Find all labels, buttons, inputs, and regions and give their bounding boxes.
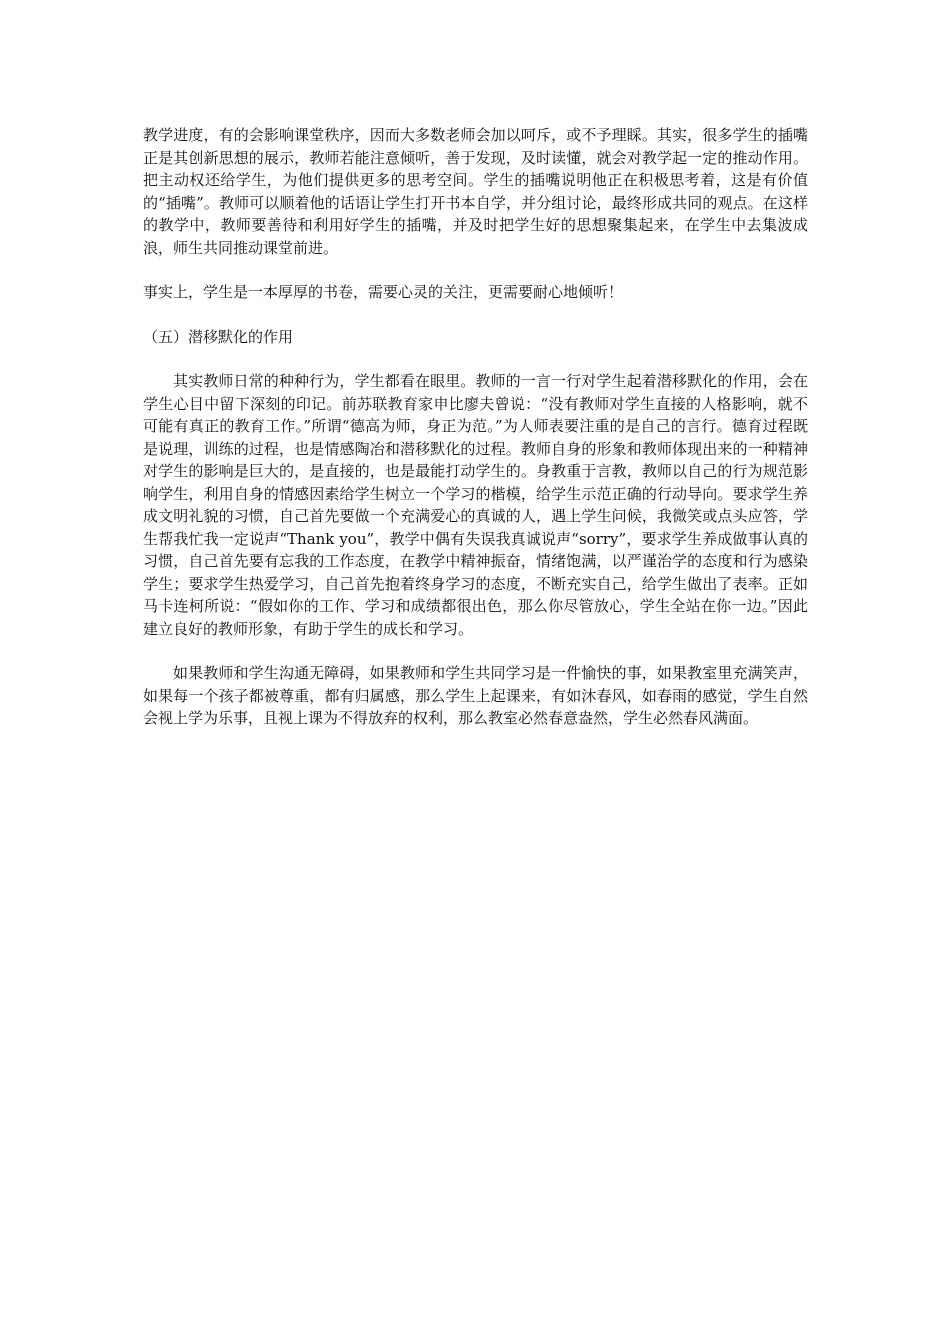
paragraph-spacer	[143, 259, 808, 281]
body-paragraph: 其实教师日常的种种行为，学生都看在眼里。教师的一言一行对学生起着潜移默化的作用，会在学生心目中留下深刻的印记。前苏联教育家申比廖夫曾说：“没有教师对学生直接的人格影响，就不可能有真正的教育工作。”所谓“德高为师，身正为范。”为人师表要注重的是自己的言行。德育过程既是说理，训练的过程，也是情感陶冶和潜移默化的过程。教师自身的形象和教师体现出来的一种精神对学生的影响是巨大的，是直接的，也是最能打动学生的。身教重于言教，教师以自己的行为规范影响学生，利用自身的情感因素给学生树立一个学习的楷模，给学生示范正确的行动导向。要求学生养成文明礼貌的习惯，自己首先要做一个充满爱心的真诚的人，遇上学生问候，我微笑或点头应答，学生帮我忙我一定说声“Thank you”，教学中偶有失误我真诚说声“sorry”，要求学生养成做事认真的习惯，自己首先要有忘我的工作态度，在教学中精神振奋，情绪饱满，以严谨治学的态度和行为感染学生；要求学生热爱学习，自己首先抱着终身学习的态度，不断充实自己，给学生做出了表率。正如马卡连柯所说：“假如你的工作、学习和成绩都很出色，那么你尽管放心，学生全站在你一边。”因此建立良好的教师形象，有助于学生的成长和学习。	[143, 372, 808, 638]
body-paragraph: 教学进度，有的会影响课堂秩序，因而大多数老师会加以呵斥，或不予理睬。其实，很多学生的插嘴正是其创新思想的展示，教师若能注意倾听，善于发现，及时读懂，就会对教学起一定的推动作用。把主动权还给学生，为他们提供更多的思考空间。学生的插嘴说明他正在积极思考着，这是有价值的“插嘴”。教师可以顺着他的话语让学生打开书本自学，并分组讨论，最终形成共同的观点。在这样的教学中，教师要善待和利用好学生的插嘴，并及时把学生好的思想聚集起来，在学生中去集波成浪，师生共同推动课堂前进。	[143, 126, 808, 257]
body-paragraph: 如果教师和学生沟通无障碍，如果教师和学生共同学习是一件愉快的事，如果教室里充满笑声，如果每一个孩子都被尊重，都有归属感，那么学生上起课来，有如沐春风，如春雨的感觉，学生自然会视上学为乐事，且视上课为不得放弃的权利，那么教室必然春意盎然，学生必然春风满面。	[143, 664, 808, 727]
document-page	[143, 124, 808, 730]
section-heading: （五）潜移默化的作用	[143, 327, 294, 346]
body-paragraph: 事实上，学生是一本厚厚的书卷，需要心灵的关注，更需要耐心地倾听！	[143, 283, 624, 301]
paragraph-spacer	[143, 304, 808, 326]
paragraph-spacer	[143, 640, 808, 662]
paragraph-spacer	[143, 348, 808, 370]
